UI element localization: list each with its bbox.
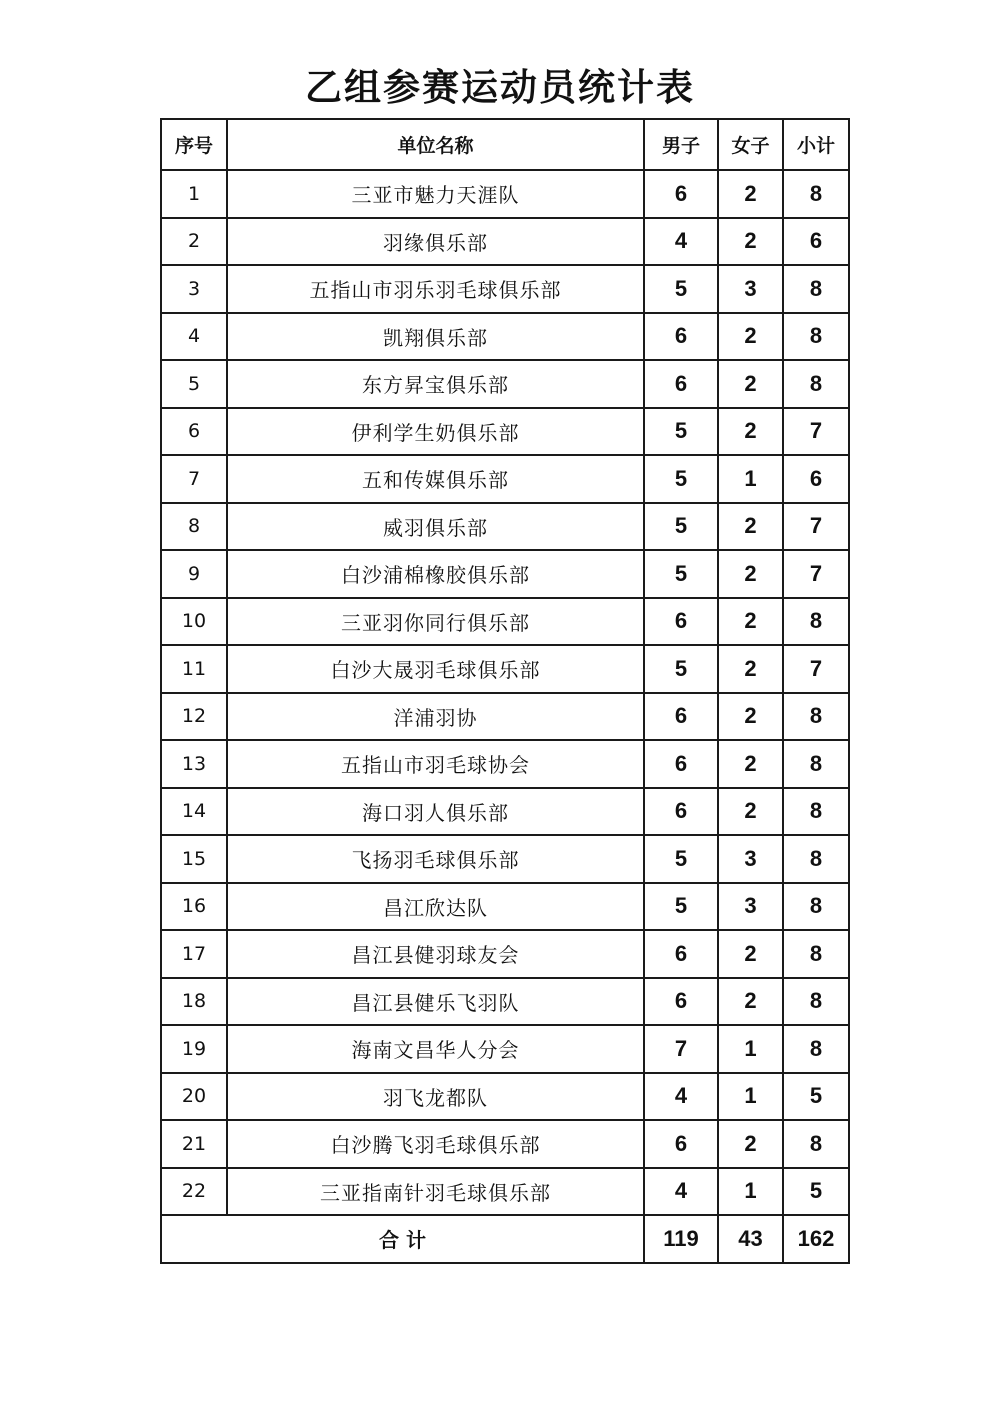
row-index: 14 (161, 788, 227, 836)
row-subtotal: 8 (783, 170, 849, 218)
row-subtotal: 7 (783, 645, 849, 693)
row-unit-name: 白沙大晟羽毛球俱乐部 (227, 645, 644, 693)
header-row (161, 119, 849, 170)
row-female: 2 (718, 170, 783, 218)
row-subtotal: 8 (783, 265, 849, 313)
row-female: 2 (718, 408, 783, 456)
row-unit-name: 凯翔俱乐部 (227, 313, 644, 361)
table-row (161, 408, 849, 456)
row-unit-name: 海口羽人俱乐部 (227, 788, 644, 836)
row-index: 22 (161, 1168, 227, 1216)
row-male: 5 (644, 503, 718, 551)
header-male: 男子 (644, 119, 718, 170)
row-unit-name: 昌江县健羽球友会 (227, 930, 644, 978)
table-row (161, 313, 849, 361)
row-index: 16 (161, 883, 227, 931)
total-label: 合 计 (161, 1215, 644, 1263)
total-subtotal: 162 (783, 1215, 849, 1263)
row-unit-name: 三亚指南针羽毛球俱乐部 (227, 1168, 644, 1216)
row-subtotal: 5 (783, 1073, 849, 1121)
row-index: 15 (161, 835, 227, 883)
total-female: 43 (718, 1215, 783, 1263)
row-subtotal: 8 (783, 835, 849, 883)
row-index: 7 (161, 455, 227, 503)
row-female: 1 (718, 455, 783, 503)
row-subtotal: 8 (783, 313, 849, 361)
row-female: 2 (718, 788, 783, 836)
table-row (161, 978, 849, 1026)
table-row (161, 598, 849, 646)
row-male: 6 (644, 1120, 718, 1168)
row-index: 10 (161, 598, 227, 646)
row-unit-name: 海南文昌华人分会 (227, 1025, 644, 1073)
row-male: 5 (644, 835, 718, 883)
row-female: 3 (718, 265, 783, 313)
row-index: 13 (161, 740, 227, 788)
row-female: 2 (718, 930, 783, 978)
row-index: 5 (161, 360, 227, 408)
row-female: 2 (718, 360, 783, 408)
row-unit-name: 东方昇宝俱乐部 (227, 360, 644, 408)
row-female: 2 (718, 693, 783, 741)
row-unit-name: 白沙浦棉橡胶俱乐部 (227, 550, 644, 598)
table-row (161, 503, 849, 551)
row-unit-name: 羽飞龙都队 (227, 1073, 644, 1121)
row-index: 4 (161, 313, 227, 361)
row-index: 20 (161, 1073, 227, 1121)
table-row (161, 170, 849, 218)
row-subtotal: 8 (783, 740, 849, 788)
total-row (161, 1215, 849, 1263)
row-male: 4 (644, 1168, 718, 1216)
row-unit-name: 昌江县健乐飞羽队 (227, 978, 644, 1026)
row-female: 2 (718, 503, 783, 551)
row-male: 7 (644, 1025, 718, 1073)
row-female: 2 (718, 313, 783, 361)
row-male: 6 (644, 693, 718, 741)
row-subtotal: 5 (783, 1168, 849, 1216)
row-subtotal: 7 (783, 550, 849, 598)
table-row (161, 1120, 849, 1168)
table-row (161, 360, 849, 408)
table-row (161, 788, 849, 836)
row-subtotal: 8 (783, 360, 849, 408)
table-row (161, 740, 849, 788)
row-subtotal: 6 (783, 455, 849, 503)
row-index: 1 (161, 170, 227, 218)
row-index: 8 (161, 503, 227, 551)
row-unit-name: 伊利学生奶俱乐部 (227, 408, 644, 456)
row-index: 17 (161, 930, 227, 978)
row-subtotal: 8 (783, 930, 849, 978)
row-male: 6 (644, 978, 718, 1026)
row-female: 1 (718, 1073, 783, 1121)
row-female: 2 (718, 978, 783, 1026)
row-index: 6 (161, 408, 227, 456)
row-male: 4 (644, 218, 718, 266)
row-female: 2 (718, 1120, 783, 1168)
header-unit: 单位名称 (227, 119, 644, 170)
row-unit-name: 三亚市魅力天涯队 (227, 170, 644, 218)
row-index: 9 (161, 550, 227, 598)
row-subtotal: 8 (783, 978, 849, 1026)
page-title: 乙组参赛运动员统计表 (305, 66, 695, 109)
row-index: 18 (161, 978, 227, 1026)
row-male: 5 (644, 550, 718, 598)
table-row (161, 930, 849, 978)
row-female: 2 (718, 740, 783, 788)
row-female: 2 (718, 550, 783, 598)
table-row (161, 550, 849, 598)
row-male: 6 (644, 313, 718, 361)
row-female: 2 (718, 218, 783, 266)
row-subtotal: 6 (783, 218, 849, 266)
row-male: 5 (644, 883, 718, 931)
row-subtotal: 8 (783, 693, 849, 741)
row-unit-name: 威羽俱乐部 (227, 503, 644, 551)
row-female: 1 (718, 1168, 783, 1216)
row-male: 6 (644, 788, 718, 836)
row-subtotal: 8 (783, 883, 849, 931)
row-female: 1 (718, 1025, 783, 1073)
row-female: 3 (718, 835, 783, 883)
table-row (161, 1025, 849, 1073)
row-index: 21 (161, 1120, 227, 1168)
row-index: 19 (161, 1025, 227, 1073)
row-male: 6 (644, 170, 718, 218)
row-male: 6 (644, 930, 718, 978)
row-female: 2 (718, 598, 783, 646)
header-female: 女子 (718, 119, 783, 170)
table-row (161, 265, 849, 313)
table-row (161, 883, 849, 931)
athlete-stats-table (160, 118, 850, 1264)
row-female: 2 (718, 645, 783, 693)
row-unit-name: 三亚羽你同行俱乐部 (227, 598, 644, 646)
table-row (161, 218, 849, 266)
row-unit-name: 羽缘俱乐部 (227, 218, 644, 266)
row-subtotal: 7 (783, 408, 849, 456)
row-male: 5 (644, 265, 718, 313)
row-unit-name: 五和传媒俱乐部 (227, 455, 644, 503)
row-unit-name: 白沙腾飞羽毛球俱乐部 (227, 1120, 644, 1168)
table-row (161, 1073, 849, 1121)
row-female: 3 (718, 883, 783, 931)
table-body (161, 170, 849, 1215)
table-row (161, 693, 849, 741)
row-unit-name: 昌江欣达队 (227, 883, 644, 931)
row-index: 12 (161, 693, 227, 741)
row-subtotal: 8 (783, 598, 849, 646)
row-unit-name: 五指山市羽毛球协会 (227, 740, 644, 788)
row-index: 11 (161, 645, 227, 693)
row-subtotal: 8 (783, 788, 849, 836)
header-subtotal: 小计 (783, 119, 849, 170)
row-unit-name: 洋浦羽协 (227, 693, 644, 741)
total-male: 119 (644, 1215, 718, 1263)
row-male: 5 (644, 455, 718, 503)
table-row (161, 645, 849, 693)
row-index: 3 (161, 265, 227, 313)
table-row (161, 835, 849, 883)
row-male: 5 (644, 408, 718, 456)
row-index: 2 (161, 218, 227, 266)
table-row (161, 1168, 849, 1216)
row-unit-name: 五指山市羽乐羽毛球俱乐部 (227, 265, 644, 313)
row-male: 4 (644, 1073, 718, 1121)
header-index: 序号 (161, 119, 227, 170)
row-male: 6 (644, 598, 718, 646)
row-subtotal: 8 (783, 1120, 849, 1168)
table-row (161, 455, 849, 503)
row-unit-name: 飞扬羽毛球俱乐部 (227, 835, 644, 883)
row-male: 6 (644, 360, 718, 408)
row-male: 6 (644, 740, 718, 788)
row-male: 5 (644, 645, 718, 693)
row-subtotal: 7 (783, 503, 849, 551)
row-subtotal: 8 (783, 1025, 849, 1073)
